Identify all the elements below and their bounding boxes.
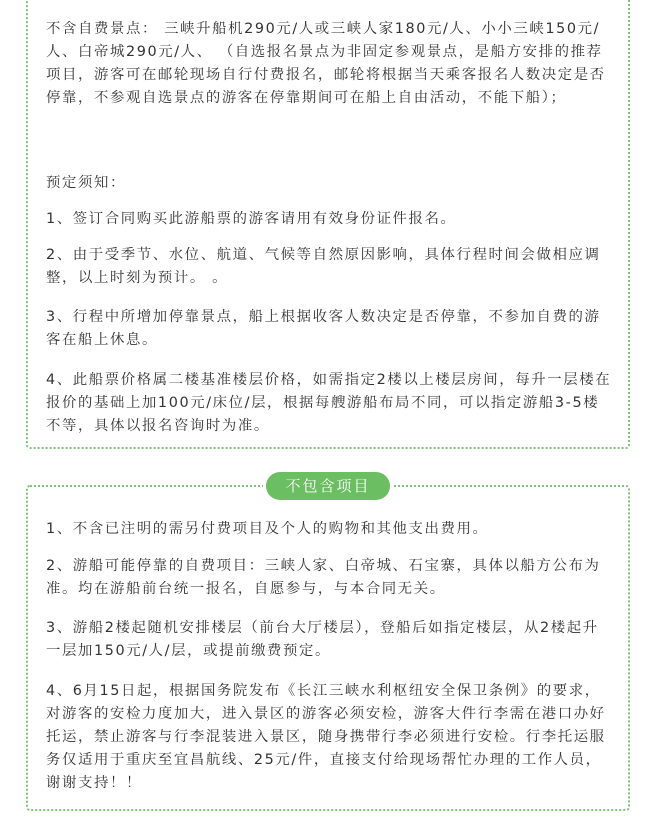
not-included-title-badge: 不包含项目 [266,472,390,500]
not-included-item-3: 3、游船2楼起随机安排楼层（前台大厅楼层），登船后如指定楼层，从2楼起升一层加150元/人/层，或提前缴费预定。 [46,620,599,659]
booking-notice-heading: 预定须知： [46,175,126,191]
self-paid-attractions-text: 不含自费景点： 三峡升船机290元/人或三峡人家180元/人、小小三峡150元/人、白帝城290元/人、 （自选报名景点为非固定参观景点，是船方安排的推荐项目，游客可在邮轮现场自行付费报名，邮轮将根据当天乘客报名人数决定是否停靠，不参观自选景点的游客在停靠期间可在船上自由活动，不能下船）； [46,21,606,106]
not-included-item-2: 2、游船可能停靠的自费项目：三峡人家、白帝城、石宝寨，具体以船方公布为准。均在游船前台统一报名，自愿参与，与本合同无关。 [46,558,601,597]
booking-notice-item-2: 2、由于受季节、水位、航道、气候等自然原因影响，具体行程时间会做相应调整，以上时刻为预计。 。 [46,247,601,286]
booking-notice-item-4: 4、此船票价格属二楼基准楼层价格，如需指定2楼以上楼层房间，每升一层楼在报价的基础上加100元/床位/层，根据每艘游船布局不同，可以指定游船3-5楼不等，具体以报名咨询时为准。 [46,372,612,434]
not-included-item-1: 1、不含已注明的需另付费项目及个人的购物和其他支出费用。 [46,521,489,537]
booking-notice-item-3: 3、行程中所增加停靠景点，船上根据收客人数决定是否停靠，不参加自费的游客在船上休息。 [46,309,601,348]
not-included-item-4: 4、6月15日起，根据国务院发布《长江三峡水利枢纽安全保卫条例》的要求，对游客的安检力度加大，进入景区的游客必须安检，游客大件行李需在港口办好托运，禁止游客与行李混装进入景区，随身携带行李必须进行安检。行李托运服务仅适用于重庆至宜昌航线、25元/件，直接支付给现场帮忙办理的工作人员，谢谢支持！！ [46,683,606,791]
booking-notice-item-1: 1、签订合同购买此游船票的游客请用有效身份证件报名。 [46,211,457,227]
